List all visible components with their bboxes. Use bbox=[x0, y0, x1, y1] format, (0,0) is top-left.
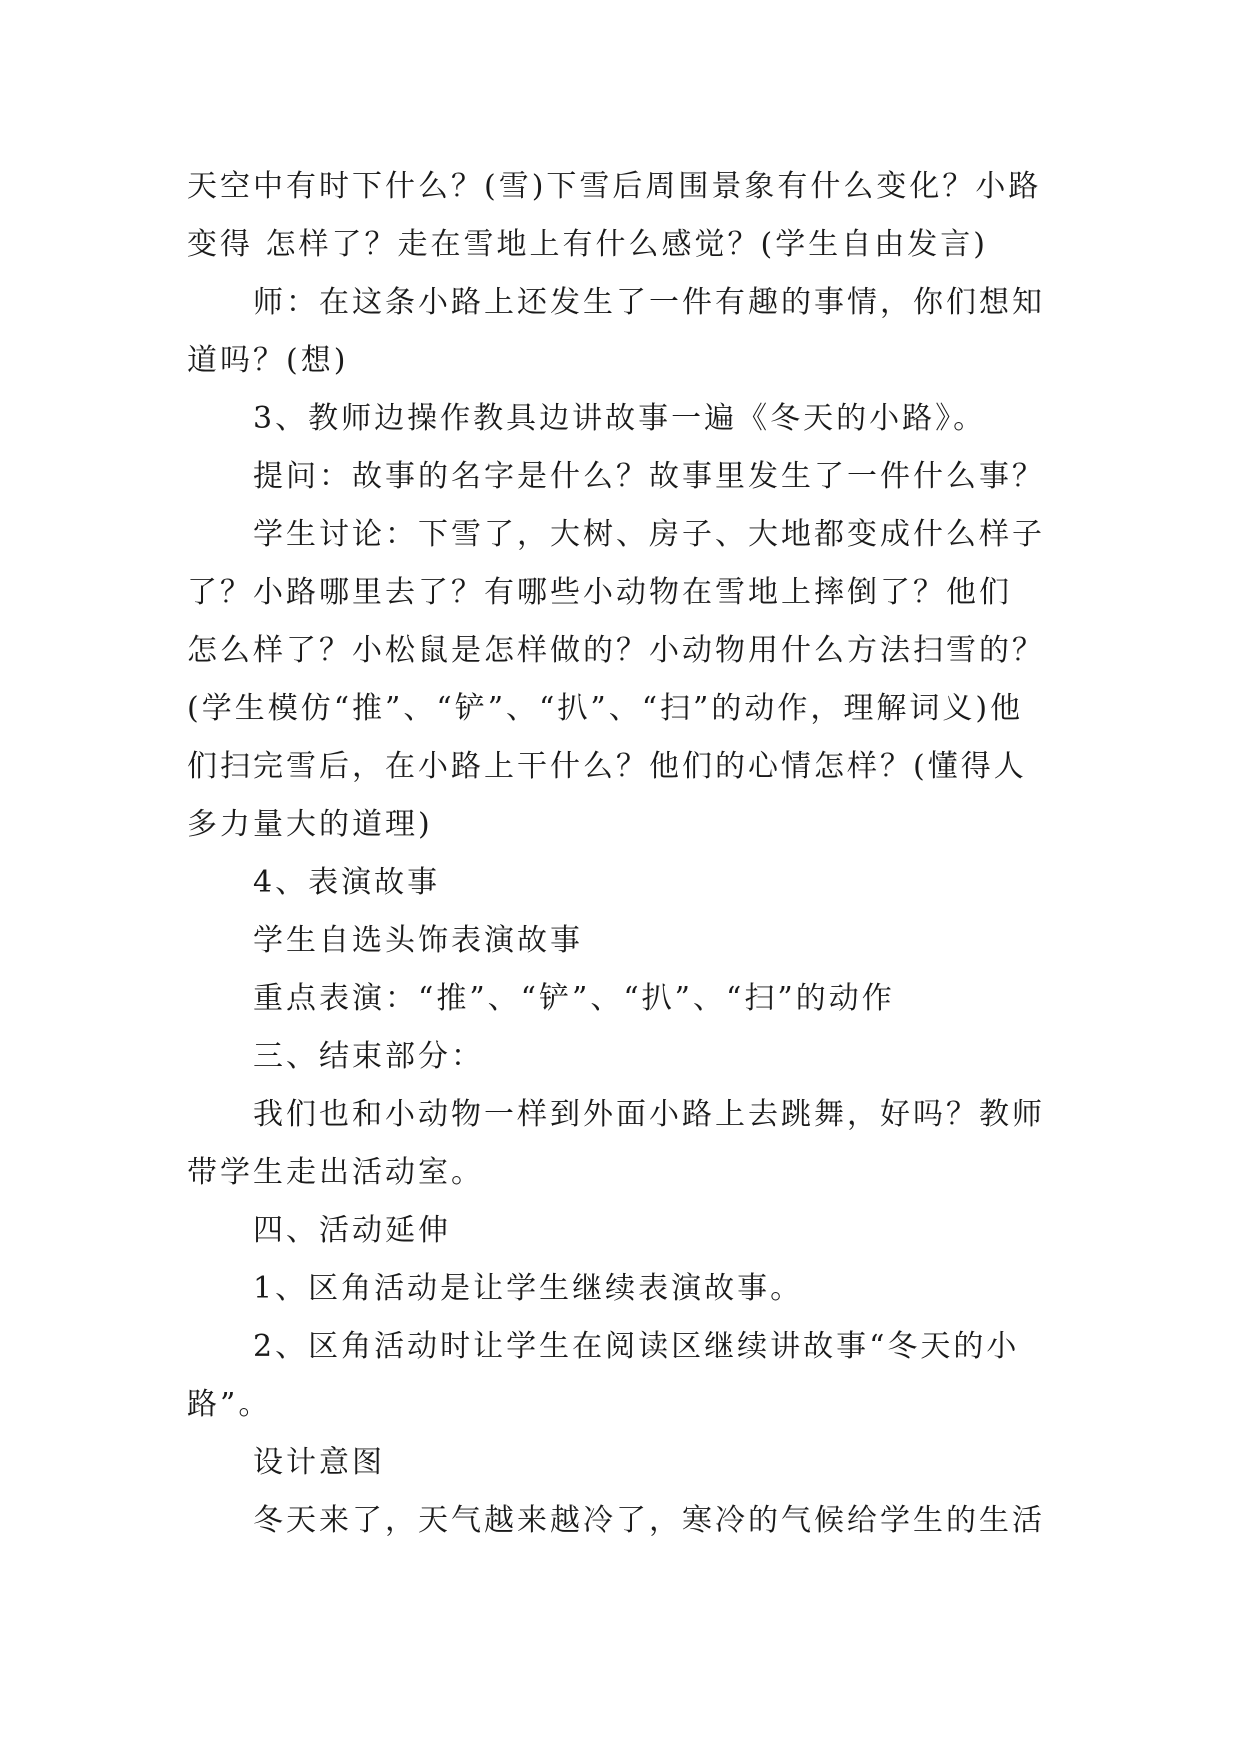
text-line: 带学生走出活动室。 bbox=[187, 1155, 484, 1190]
text-line: 师：在这条小路上还发生了一件有趣的事情，你们想知 bbox=[253, 285, 1045, 320]
text-line: 路”。 bbox=[187, 1387, 272, 1422]
text-line: 了？小路哪里去了？有哪些小动物在雪地上摔倒了？他们 bbox=[187, 575, 1012, 610]
section-heading: 4、表演故事 bbox=[253, 865, 441, 900]
section-heading: 设计意图 bbox=[253, 1445, 385, 1480]
text-line: 学生自选头饰表演故事 bbox=[253, 923, 583, 958]
text-line: 道吗？(想) bbox=[187, 343, 349, 378]
text-line: 1、区角活动是让学生继续表演故事。 bbox=[253, 1271, 804, 1306]
text-line: 提问：故事的名字是什么？故事里发生了一件什么事？ bbox=[253, 459, 1045, 494]
text-line: 天空中有时下什么？(雪)下雪后周围景象有什么变化？小路 bbox=[187, 169, 1042, 204]
text-line: 变得 怎样了？走在雪地上有什么感觉？(学生自由发言) bbox=[187, 227, 988, 262]
text-line: 们扫完雪后，在小路上干什么？他们的心情怎样？(懂得人 bbox=[187, 749, 1027, 784]
text-line: 怎么样了？小松鼠是怎样做的？小动物用什么方法扫雪的？ bbox=[187, 633, 1045, 668]
text-line: 冬天来了，天气越来越冷了，寒冷的气候给学生的生活 bbox=[253, 1503, 1045, 1538]
text-line: (学生模仿“推”、“铲”、“扒”、“扫”的动作，理解词义)他 bbox=[187, 691, 1024, 726]
section-heading: 三、结束部分： bbox=[253, 1039, 484, 1074]
text-line: 学生讨论：下雪了，大树、房子、大地都变成什么样子 bbox=[253, 517, 1045, 552]
text-line: 2、区角活动时让学生在阅读区继续讲故事“冬天的小 bbox=[253, 1329, 1020, 1364]
section-heading: 四、活动延伸 bbox=[253, 1213, 451, 1248]
text-line: 重点表演：“推”、“铲”、“扒”、“扫”的动作 bbox=[253, 981, 895, 1016]
text-line: 3、教师边操作教具边讲故事一遍《冬天的小路》。 bbox=[253, 401, 987, 436]
text-line: 多力量大的道理) bbox=[187, 807, 433, 842]
text-line: 我们也和小动物一样到外面小路上去跳舞，好吗？教师 bbox=[253, 1097, 1045, 1132]
document-body bbox=[187, 158, 1057, 1550]
